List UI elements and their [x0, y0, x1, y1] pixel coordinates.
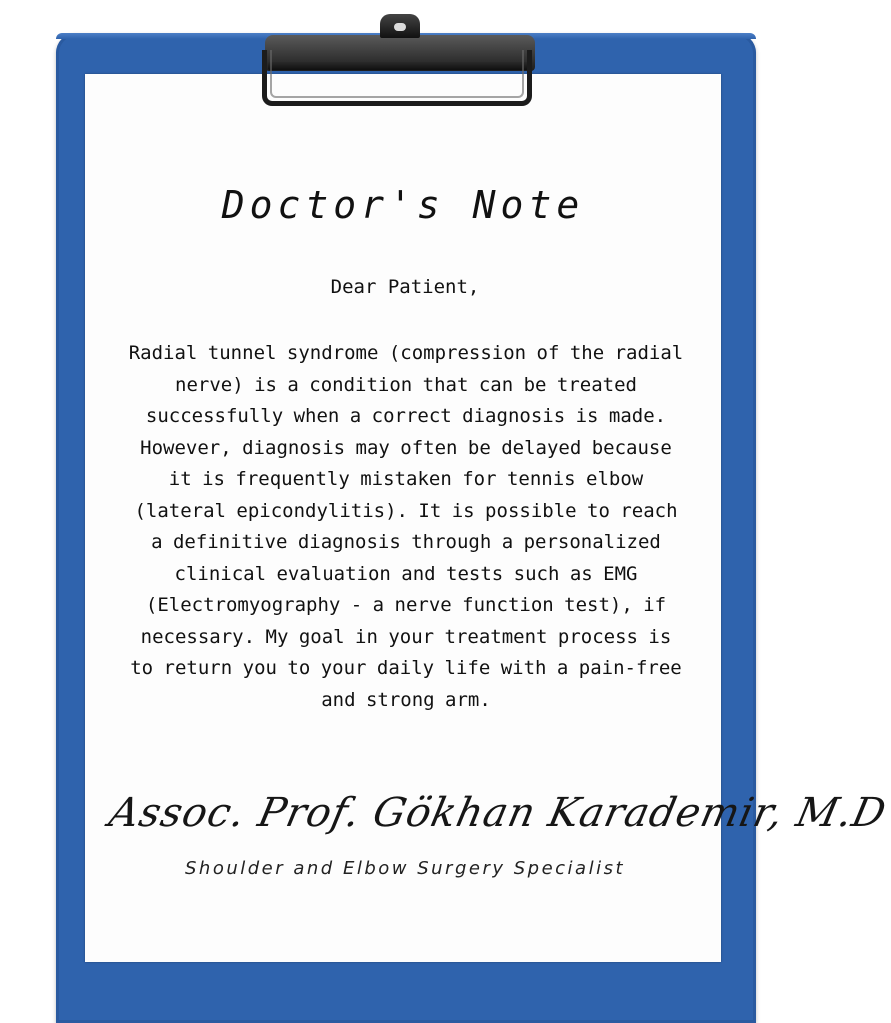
doctor-signature: Assoc. Prof. Gökhan Karademir, M.D: [105, 790, 891, 836]
note-greeting: Dear Patient,: [330, 276, 480, 298]
note-body: Radial tunnel syndrome (compression of the radial nerve) is a condition that can be treated successfully when a correct diagnosis is made. However, diagnosis may often be delayed because it is frequently mistaken for tennis elbow (lateral epicondylitis). It is possible to reach a definitive diagnosis through a personalized clinical evaluation and tests such as EMG (Electromyography - a nerve function test), if necessary. My goal in your treatment process is to return you to your daily life with a pain-free and strong arm.: [128, 342, 684, 711]
note-title: Doctor's Note: [221, 183, 585, 227]
doctor-specialty: Shoulder and Elbow Surgery Specialist: [184, 858, 626, 879]
clipboard-hanging-hole: [394, 23, 406, 31]
clipboard-clip-lever-highlight: [270, 50, 524, 98]
